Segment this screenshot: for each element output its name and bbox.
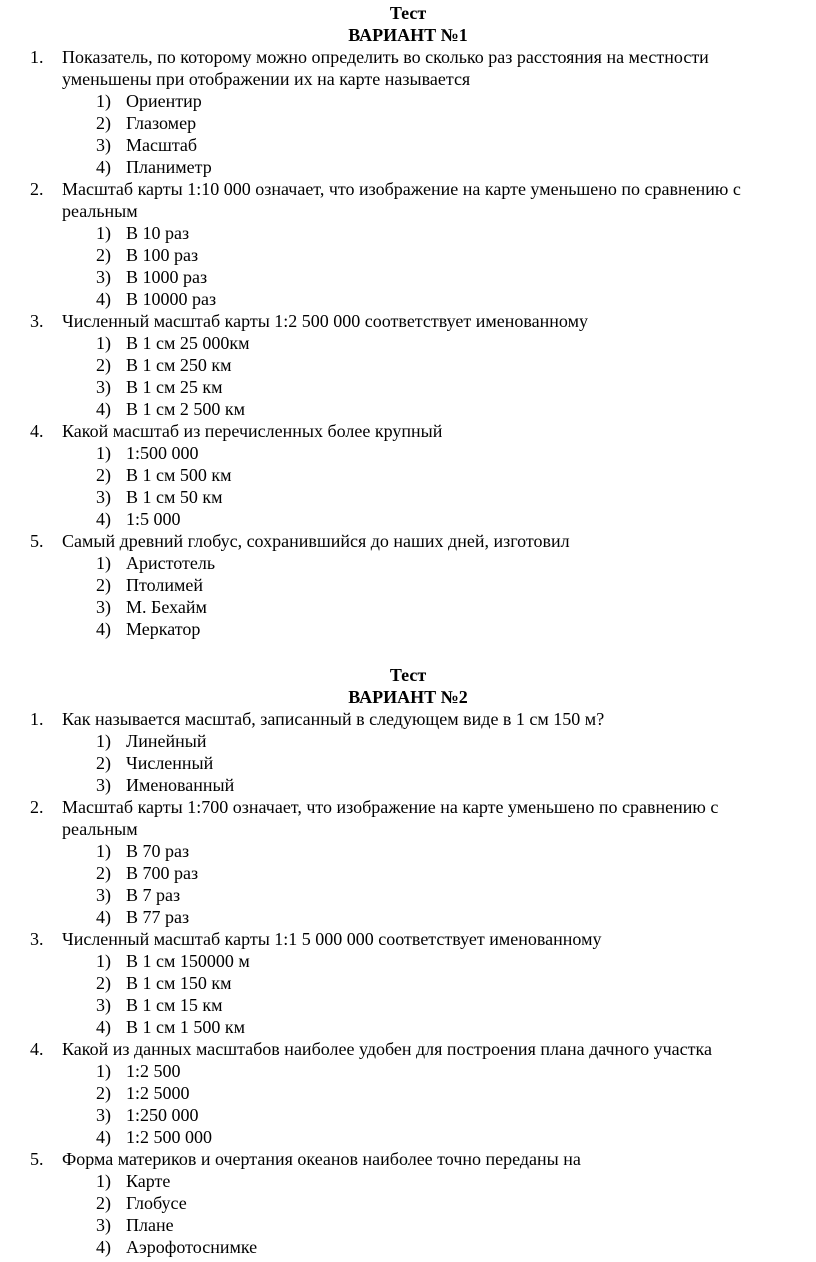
option-text: В 1 см 25 км (126, 377, 223, 397)
question-text: Форма материков и очертания океанов наиболее точно переданы на (62, 1149, 581, 1169)
option-text: В 77 раз (126, 907, 190, 927)
option-number: 3) (96, 1215, 111, 1235)
option-text: 1:2 5000 (126, 1083, 190, 1103)
option-number: 1) (96, 443, 111, 463)
option-number: 2) (96, 1083, 111, 1103)
option-number: 3) (96, 995, 111, 1015)
answer-options (0, 442, 816, 530)
answer-option (0, 574, 816, 596)
option-number: 2) (96, 465, 111, 485)
option-text: 1:2 500 (126, 1061, 181, 1081)
question-text: Численный масштаб карты 1:1 5 000 000 соответствует именованному (62, 929, 602, 949)
answer-option (0, 1016, 816, 1038)
answer-option (0, 354, 816, 376)
answer-option (0, 752, 816, 774)
question-number: 4. (30, 1039, 44, 1059)
option-text: В 1 см 150 км (126, 973, 232, 993)
answer-option (0, 90, 816, 112)
answer-option (0, 464, 816, 486)
answer-options (0, 730, 816, 796)
question-text: Самый древний глобус, сохранившийся до наших дней, изготовил (62, 531, 570, 551)
option-number: 3) (96, 885, 111, 905)
option-number: 2) (96, 113, 111, 133)
question-number: 1. (30, 47, 44, 67)
option-text: В 1 см 250 км (126, 355, 232, 375)
question (0, 1038, 816, 1060)
answer-option (0, 552, 816, 574)
answer-options (0, 332, 816, 420)
option-number: 1) (96, 731, 111, 751)
answer-option (0, 112, 816, 134)
question-text: Показатель, по которому можно определить во сколько раз расстояния на местности уменьшены при отображении их на карте называется (62, 47, 709, 89)
answer-option (0, 332, 816, 354)
option-number: 1) (96, 1171, 111, 1191)
option-text: Птолимей (126, 575, 204, 595)
option-text: В 70 раз (126, 841, 190, 861)
option-text: В 1 см 150000 м (126, 951, 250, 971)
option-number: 1) (96, 333, 111, 353)
answer-option (0, 398, 816, 420)
answer-option (0, 950, 816, 972)
option-text: В 1 см 2 500 км (126, 399, 246, 419)
answer-option (0, 1236, 816, 1258)
answer-options (0, 222, 816, 310)
option-text: Планиметр (126, 157, 212, 177)
question-number: 5. (30, 1149, 44, 1169)
option-text: В 100 раз (126, 245, 199, 265)
answer-options (0, 90, 816, 178)
answer-option (0, 1192, 816, 1214)
answer-option (0, 972, 816, 994)
question-number: 3. (30, 929, 44, 949)
test-title: Тест (389, 665, 427, 685)
option-number: 2) (96, 973, 111, 993)
variant-title: ВАРИАНТ №1 (348, 25, 468, 45)
question-number: 2. (30, 797, 44, 817)
question (0, 708, 816, 730)
option-text: В 10000 раз (126, 289, 217, 309)
option-text: В 1 см 50 км (126, 487, 223, 507)
option-text: 1:2 500 000 (126, 1127, 213, 1147)
option-text: В 1 см 15 км (126, 995, 223, 1015)
option-number: 3) (96, 377, 111, 397)
question (0, 928, 816, 950)
answer-option (0, 840, 816, 862)
option-text: Численный (126, 753, 214, 773)
option-number: 1) (96, 1061, 111, 1081)
answer-option (0, 1214, 816, 1236)
answer-option (0, 994, 816, 1016)
question (0, 796, 816, 840)
answer-options (0, 552, 816, 640)
question-number: 1. (30, 709, 44, 729)
option-number: 4) (96, 1017, 111, 1037)
option-text: В 1000 раз (126, 267, 208, 287)
option-text: В 700 раз (126, 863, 199, 883)
option-number: 3) (96, 597, 111, 617)
option-text: Аристотель (126, 553, 216, 573)
option-number: 2) (96, 1193, 111, 1213)
answer-option (0, 134, 816, 156)
option-text: Глазомер (126, 113, 197, 133)
option-number: 3) (96, 135, 111, 155)
question-text: Как называется масштаб, записанный в следующем виде в 1 см 150 м? (62, 709, 605, 729)
option-text: В 10 раз (126, 223, 190, 243)
option-number: 3) (96, 267, 111, 287)
option-text: В 1 см 25 000км (126, 333, 250, 353)
question-number: 3. (30, 311, 44, 331)
option-number: 2) (96, 753, 111, 773)
option-number: 1) (96, 951, 111, 971)
option-number: 2) (96, 245, 111, 265)
option-text: Масштаб (126, 135, 198, 155)
option-number: 3) (96, 1105, 111, 1125)
answer-option (0, 862, 816, 884)
answer-options (0, 840, 816, 928)
answer-option (0, 508, 816, 530)
option-text: В 1 см 500 км (126, 465, 232, 485)
option-number: 2) (96, 575, 111, 595)
question-number: 5. (30, 531, 44, 551)
option-number: 2) (96, 355, 111, 375)
option-text: 1:500 000 (126, 443, 199, 463)
question (0, 178, 816, 222)
option-text: Ориентир (126, 91, 202, 111)
option-text: 1:5 000 (126, 509, 181, 529)
answer-option (0, 244, 816, 266)
answer-option (0, 156, 816, 178)
option-number: 4) (96, 509, 111, 529)
option-text: Аэрофотоснимке (126, 1237, 258, 1257)
option-number: 3) (96, 487, 111, 507)
option-text: М. Бехайм (126, 597, 207, 617)
answer-options (0, 1060, 816, 1148)
answer-option (0, 884, 816, 906)
answer-option (0, 1060, 816, 1082)
answer-option (0, 618, 816, 640)
question-number: 2. (30, 179, 44, 199)
question-text: Численный масштаб карты 1:2 500 000 соответствует именованному (62, 311, 588, 331)
option-text: В 1 см 1 500 км (126, 1017, 246, 1037)
option-text: Именованный (126, 775, 235, 795)
answer-option (0, 288, 816, 310)
option-text: Меркатор (126, 619, 201, 639)
option-number: 4) (96, 619, 111, 639)
answer-options (0, 950, 816, 1038)
test-title: Тест (389, 3, 427, 23)
answer-option (0, 1104, 816, 1126)
option-number: 4) (96, 399, 111, 419)
question (0, 530, 816, 552)
option-number: 4) (96, 289, 111, 309)
question-number: 4. (30, 421, 44, 441)
question-text: Масштаб карты 1:700 означает, что изображение на карте уменьшено по сравнению с реальным (62, 797, 719, 839)
answer-option (0, 730, 816, 752)
answer-option (0, 1126, 816, 1148)
option-text: 1:250 000 (126, 1105, 199, 1125)
answer-option (0, 906, 816, 928)
question-text: Какой из данных масштабов наиболее удобен для построения плана дачного участка (62, 1039, 712, 1059)
answer-option (0, 486, 816, 508)
option-number: 2) (96, 863, 111, 883)
option-number: 3) (96, 775, 111, 795)
question-text: Масштаб карты 1:10 000 означает, что изображение на карте уменьшено по сравнению с реальным (62, 179, 741, 221)
question (0, 1148, 816, 1170)
answer-options (0, 1170, 816, 1258)
option-text: Глобусе (126, 1193, 187, 1213)
option-number: 1) (96, 223, 111, 243)
option-number: 4) (96, 1237, 111, 1257)
option-text: В 7 раз (126, 885, 181, 905)
variant-2 (0, 664, 816, 1258)
option-number: 4) (96, 1127, 111, 1147)
option-number: 4) (96, 157, 111, 177)
question-text: Какой масштаб из перечисленных более крупный (62, 421, 443, 441)
answer-option (0, 222, 816, 244)
question (0, 420, 816, 442)
option-number: 1) (96, 553, 111, 573)
option-number: 4) (96, 907, 111, 927)
answer-option (0, 596, 816, 618)
question (0, 46, 816, 90)
answer-option (0, 442, 816, 464)
option-number: 1) (96, 841, 111, 861)
option-text: Плане (126, 1215, 174, 1235)
option-text: Карте (126, 1171, 171, 1191)
answer-option (0, 266, 816, 288)
answer-option (0, 1082, 816, 1104)
answer-option (0, 774, 816, 796)
variant-title: ВАРИАНТ №2 (348, 687, 468, 707)
question (0, 310, 816, 332)
option-text: Линейный (126, 731, 207, 751)
variant-1 (0, 2, 816, 640)
option-number: 1) (96, 91, 111, 111)
answer-option (0, 1170, 816, 1192)
answer-option (0, 376, 816, 398)
